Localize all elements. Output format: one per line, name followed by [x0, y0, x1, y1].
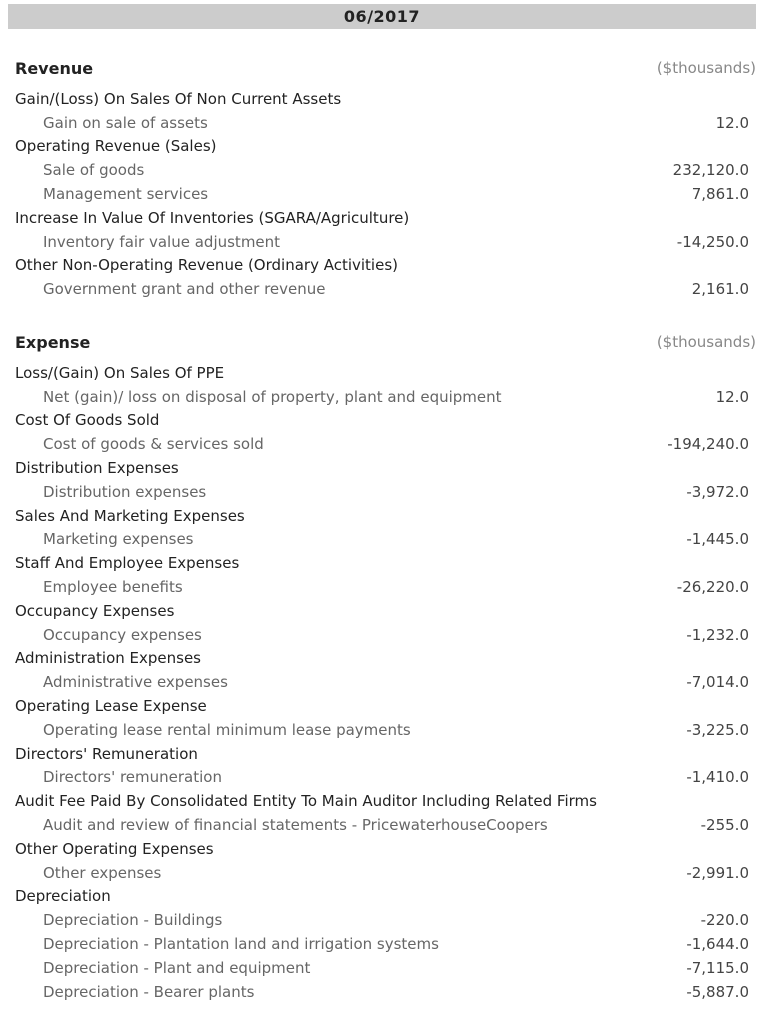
line-item-value: -1,445.0	[686, 530, 749, 549]
category-label: Staff And Employee Expenses	[15, 554, 240, 573]
expense-category-row	[0, 408, 774, 432]
expense-line-item	[0, 623, 774, 647]
expense-line-item	[0, 765, 774, 789]
expense-line-item	[0, 932, 774, 956]
category-label: Directors' Remuneration	[15, 744, 198, 763]
line-item-label: Management services	[43, 185, 209, 203]
line-item-value: -7,115.0	[686, 958, 749, 977]
category-label: Cost Of Goods Sold	[15, 411, 160, 430]
expense-category-row	[0, 456, 774, 480]
line-item-label: Cost of goods & services sold	[43, 435, 264, 454]
line-item-label: Employee benefits	[43, 578, 183, 596]
line-item-value: -1,232.0	[686, 625, 749, 644]
category-label: Operating Lease Expense	[15, 697, 207, 715]
line-item-value: -2,991.0	[686, 863, 749, 882]
expense-category-row	[0, 646, 774, 670]
expense-category-row	[0, 504, 774, 528]
category-label: Other Operating Expenses	[15, 839, 214, 858]
line-item-value: 12.0	[715, 387, 749, 406]
expense-line-item	[0, 575, 774, 599]
revenue-category-row	[0, 87, 774, 111]
category-label: Depreciation	[15, 887, 111, 906]
expense-line-item	[0, 813, 774, 837]
line-item-label: Depreciation - Plantation land and irrigation systems	[43, 935, 439, 953]
category-label: Audit Fee Paid By Consolidated Entity To Main Auditor Including Related Firms	[15, 792, 597, 811]
category-label: Gain/(Loss) On Sales Of Non Current Assets	[15, 89, 342, 108]
category-label: Sales And Marketing Expenses	[15, 506, 245, 525]
line-item-label: Depreciation - Bearer plants	[43, 982, 255, 1001]
line-item-label: Inventory fair value adjustment	[43, 232, 281, 251]
category-label: Occupancy Expenses	[15, 601, 175, 620]
line-item-label: Sale of goods	[43, 161, 145, 180]
expense-line-item	[0, 980, 774, 1004]
category-label: Administration Expenses	[15, 649, 201, 668]
line-item-value: -26,220.0	[676, 578, 749, 596]
line-item-value: -1,410.0	[686, 768, 749, 787]
expense-section-title: Expense	[15, 333, 91, 352]
line-item-label: Occupancy expenses	[43, 625, 202, 644]
line-item-label: Depreciation - Buildings	[43, 911, 223, 930]
line-item-value: -194,240.0	[667, 435, 749, 454]
expense-category-row	[0, 599, 774, 623]
line-item-label: Administrative expenses	[43, 673, 228, 692]
revenue-section-title: Revenue	[15, 59, 94, 78]
revenue-units-label: ($thousands)	[656, 59, 756, 77]
expense-section-header	[0, 331, 774, 355]
line-item-label: Other expenses	[43, 863, 162, 882]
line-item-value: 232,120.0	[672, 161, 749, 180]
revenue-line-item	[0, 111, 774, 135]
expense-line-item	[0, 480, 774, 504]
line-item-label: Gain on sale of assets	[43, 113, 208, 132]
revenue-line-item	[0, 230, 774, 254]
revenue-line-item	[0, 182, 774, 206]
line-item-value: -1,644.0	[686, 935, 749, 953]
line-item-value: -14,250.0	[676, 232, 749, 251]
revenue-line-item	[0, 158, 774, 182]
expense-line-item	[0, 861, 774, 885]
revenue-category-row	[0, 134, 774, 158]
expense-category-row	[0, 361, 774, 385]
line-item-label: Operating lease rental minimum lease payments	[43, 720, 411, 739]
expense-category-row	[0, 789, 774, 813]
line-item-value: 2,161.0	[691, 280, 749, 299]
line-item-label: Audit and review of financial statements - PricewaterhouseCoopers	[43, 816, 548, 834]
line-item-value: -7,014.0	[686, 673, 749, 692]
revenue-line-item	[0, 277, 774, 301]
expense-category-row	[0, 742, 774, 766]
period-header: 06/2017	[8, 4, 756, 29]
expense-category-row	[0, 837, 774, 861]
category-label: Other Non-Operating Revenue (Ordinary Activities)	[15, 256, 398, 275]
category-label: Operating Revenue (Sales)	[15, 137, 217, 156]
expense-line-item	[0, 527, 774, 551]
revenue-section-header	[0, 57, 774, 81]
line-item-value: 7,861.0	[691, 185, 749, 203]
expense-line-item	[0, 908, 774, 932]
expense-line-item	[0, 956, 774, 980]
expense-category-row	[0, 694, 774, 718]
line-item-value: -255.0	[700, 816, 749, 834]
line-item-label: Net (gain)/ loss on disposal of property, plant and equipment	[43, 387, 502, 406]
expense-line-item	[0, 385, 774, 409]
line-item-value: -3,225.0	[686, 720, 749, 739]
expense-category-row	[0, 551, 774, 575]
line-item-label: Government grant and other revenue	[43, 280, 326, 299]
line-item-label: Distribution expenses	[43, 482, 207, 501]
revenue-category-row	[0, 253, 774, 277]
category-label: Loss/(Gain) On Sales Of PPE	[15, 363, 225, 382]
expense-line-item	[0, 432, 774, 456]
line-item-value: 12.0	[715, 113, 749, 132]
line-item-value: -220.0	[700, 911, 749, 930]
expense-line-item	[0, 670, 774, 694]
revenue-category-row	[0, 206, 774, 230]
expense-units-label: ($thousands)	[656, 333, 756, 351]
expense-category-row	[0, 884, 774, 908]
category-label: Increase In Value Of Inventories (SGARA/Agriculture)	[15, 208, 410, 227]
expense-line-item	[0, 718, 774, 742]
category-label: Distribution Expenses	[15, 459, 179, 477]
line-item-value: -3,972.0	[686, 482, 749, 501]
line-item-label: Directors' remuneration	[43, 768, 222, 787]
line-item-label: Depreciation - Plant and equipment	[43, 958, 311, 977]
line-item-label: Marketing expenses	[43, 530, 194, 549]
line-item-value: -5,887.0	[686, 982, 749, 1001]
